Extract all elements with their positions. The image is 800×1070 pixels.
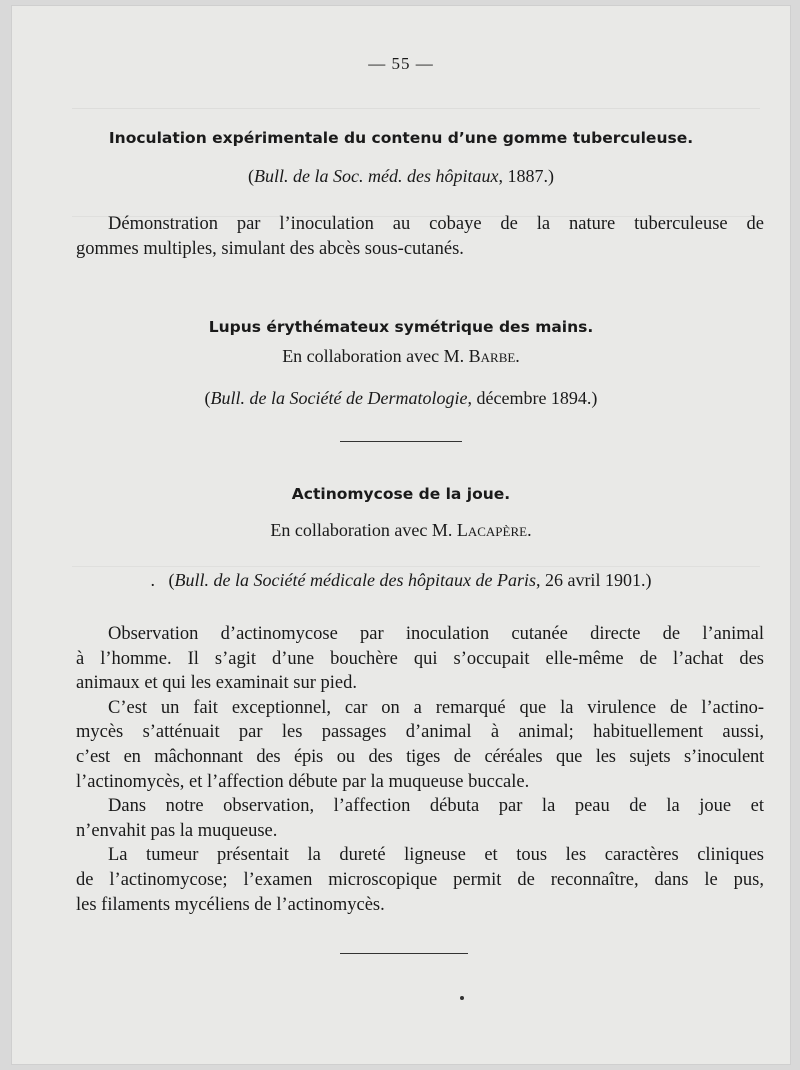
- collaboration-barbe: En collaboration avec M. Barbe.: [282, 346, 520, 366]
- paragraph-line: gommes multiples, simulant des abcès sous-cutanés.: [76, 238, 464, 259]
- page-number: — 55 —: [368, 54, 434, 73]
- paragraph-line: l’actinomycès, et l’affection débute par la muqueuse buccale.: [76, 771, 530, 792]
- paragraph-line: Observation d’actinomycose par inoculation cutanée directe de l’animal: [108, 624, 764, 644]
- citation-1901: . (Bull. de la Société médicale des hôpitaux de Paris, 26 avril 1901.): [150, 570, 652, 590]
- paragraph-line: n’envahit pas la muqueuse.: [76, 820, 278, 841]
- end-divider: [340, 953, 468, 954]
- paragraph-line: C’est un fait exceptionnel, car on a remarqué que la virulence de l’actino-: [108, 697, 764, 718]
- paragraph-demonstration: [76, 212, 764, 261]
- citation-journal: Bull. de la Société médicale des hôpitaux de Paris: [174, 570, 536, 590]
- paragraph-line: de l’actinomycose; l’examen microscopique permit de reconnaître, dans le pus,: [76, 869, 764, 890]
- paragraph-line: les filaments mycéliens de l’actinomycès.: [76, 894, 385, 915]
- section-title-lupus: Lupus érythémateux symétrique des mains.: [208, 318, 594, 336]
- paragraph-line: Dans notre observation, l’affection débuta par la peau de la joue et: [108, 796, 764, 817]
- section-title-actinomycose: Actinomycose de la joue.: [291, 485, 511, 503]
- citation-journal: Bull. de la Soc. méd. des hôpitaux: [254, 166, 499, 186]
- ink-speck: [460, 996, 464, 1000]
- paragraph-line: c’est en mâchonnant des épis ou des tiges de céréales que les sujets s’inoculent: [76, 746, 764, 767]
- paragraph-line: animaux et qui les examinait sur pied.: [76, 673, 358, 694]
- section-divider: [340, 441, 462, 442]
- collaboration-lacapere: En collaboration avec M. Lacapère.: [270, 520, 532, 540]
- paragraph-line: Démonstration par l’inoculation au cobaye de la nature tuberculeuse de: [108, 214, 764, 234]
- citation-journal: Bull. de la Société de Dermatologie: [210, 388, 468, 408]
- citation-lead-mark: .: [150, 570, 156, 590]
- citation-1887: (Bull. de la Soc. méd. des hôpitaux, 1887.): [248, 166, 554, 186]
- collaborator-name: Lacapère.: [456, 520, 532, 540]
- paragraph-line: à l’homme. Il s’agit d’une bouchère qui s’occupait elle-même de l’achat des: [76, 648, 764, 669]
- collaborator-name: Barbe.: [468, 346, 520, 366]
- paragraph-line: La tumeur présentait la dureté ligneuse et tous les caractères cliniques: [108, 845, 764, 866]
- body-paragraphs: [76, 622, 764, 917]
- document-page: [12, 6, 790, 1064]
- paragraph-line: mycès s’atténuait par les passages d’animal à animal; habituellement aussi,: [76, 722, 764, 743]
- citation-1894: (Bull. de la Société de Dermatologie, décembre 1894.): [204, 388, 598, 408]
- section-title-gomme: Inoculation expérimentale du contenu d’une gomme tuberculeuse.: [108, 129, 694, 147]
